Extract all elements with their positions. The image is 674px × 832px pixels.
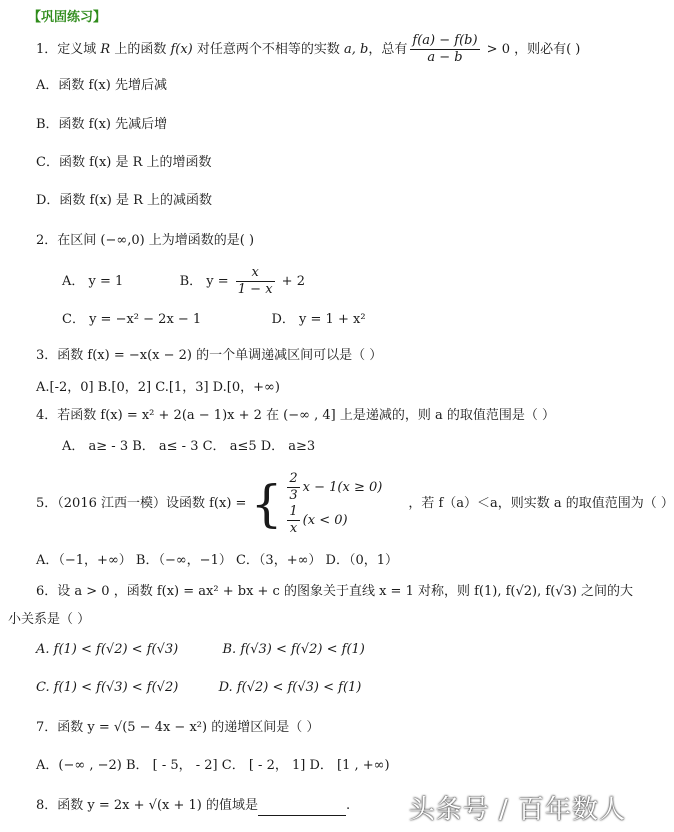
q5-options: A．（−1，+∞） B．（−∞，−1） C．（3，+∞） D．（0，1） bbox=[36, 553, 399, 568]
q5-piecewise bbox=[284, 471, 382, 537]
q1-option-d: D．函数 f(x) 是 R 上的减函数 bbox=[36, 193, 213, 208]
q5-p1-numerator: 2 bbox=[289, 470, 298, 486]
q2-option-d: D． y = 1 + x² bbox=[271, 312, 366, 327]
q5-p2-denominator: x bbox=[289, 520, 298, 536]
q2-option-b-prefix: B． y = bbox=[179, 274, 233, 289]
q8-period: . bbox=[345, 798, 351, 813]
section-title: 【巩固练习】 bbox=[28, 10, 107, 25]
q7-options: A．(−∞ , −2) B． [ - 5， - 2] C． [ - 2， 1] D． [1 , +∞) bbox=[36, 758, 390, 773]
q2-option-a: A． y = 1 bbox=[62, 274, 124, 289]
question-7-stem: 7．函数 y = √(5 − 4x − x²) 的递增区间是（ ） bbox=[36, 720, 320, 735]
question-8-stem bbox=[36, 796, 350, 816]
q2-b-denominator: 1 − x bbox=[237, 282, 273, 297]
q2-options-row-1 bbox=[62, 264, 305, 300]
q5-left-brace: { bbox=[250, 474, 283, 533]
q4-options: A． a≥ - 3 B． a≤ - 3 C． a≤5 D． a≥3 bbox=[62, 439, 316, 454]
q6-option-b: B. f(√3) < f(√2) < f(1) bbox=[222, 642, 365, 657]
question-2-stem: 2．在区间 (−∞,0) 上为增函数的是( ) bbox=[36, 233, 255, 248]
q5-text-post: ，若 f（a）＜a，则实数 a 的取值范围为（ ） bbox=[408, 496, 674, 511]
q5-piece-1 bbox=[284, 471, 382, 504]
q5-piece-2 bbox=[284, 504, 382, 537]
q1-text-e: > 0 ，则必有( ) bbox=[482, 42, 581, 57]
q1-fraction-numerator: f(a) − f(b) bbox=[412, 33, 478, 48]
question-6-stem-line-1: 6．设 a > 0 ，函数 f(x) = ax² + bx + c 的图象关于直线 x = 1 对称，则 f(1), f(√2), f(√3) 之间的大 bbox=[36, 584, 634, 599]
watermark: 头条号 / 百年数人 bbox=[408, 795, 626, 825]
q2-option-b-fraction bbox=[236, 265, 275, 298]
question-3-stem: 3．函数 f(x) = −x(x − 2) 的一个单调递减区间可以是（ ） bbox=[36, 348, 383, 363]
q1-variables: a, b bbox=[344, 42, 369, 57]
q6-option-d: D. f(√2) < f(√3) < f(1) bbox=[218, 680, 362, 695]
q1-option-a: A．函数 f(x) 先增后减 bbox=[36, 78, 167, 93]
q6-option-a: A. f(1) < f(√2) < f(√3) bbox=[36, 642, 179, 657]
q5-text-pre: 5．（2016 江西一模）设函数 f(x) = bbox=[36, 496, 251, 511]
q1-fraction bbox=[410, 33, 479, 66]
q6-option-c: C. f(1) < f(√3) < f(√2) bbox=[36, 680, 179, 695]
q8-answer-blank bbox=[258, 801, 346, 816]
q1-text-a: 1．定义域 bbox=[36, 42, 101, 57]
q1-text-c: 对任意两个不相等的实数 bbox=[192, 42, 345, 57]
q1-fraction-denominator: a − b bbox=[427, 50, 463, 65]
q5-p1-denominator: 3 bbox=[289, 487, 298, 503]
q2-b-numerator: x bbox=[236, 265, 275, 282]
q5-p2-rest: (x < 0) bbox=[302, 512, 348, 528]
q1-option-b: B．函数 f(x) 先减后增 bbox=[36, 117, 168, 132]
q6-options-row-1 bbox=[36, 640, 365, 660]
q1-option-c: C．函数 f(x) 是 R 上的增函数 bbox=[36, 155, 212, 170]
q2-option-c: C． y = −x² − 2x − 1 bbox=[62, 312, 202, 327]
question-5-stem bbox=[36, 466, 674, 542]
q2-options-row-2 bbox=[62, 310, 366, 330]
q1-function: f(x) bbox=[170, 42, 193, 57]
q5-p2-numerator: 1 bbox=[289, 503, 298, 519]
q1-text-b: 上的函数 bbox=[110, 42, 171, 57]
q2-option-b-suffix: + 2 bbox=[277, 274, 305, 289]
q1-text-d: ，总有 bbox=[368, 42, 408, 57]
question-4-stem: 4．若函数 f(x) = x² + 2(a − 1)x + 2 在 (−∞ , 4] 上是递减的，则 a 的取值范围是（ ） bbox=[36, 408, 555, 423]
q5-p1-rest: x − 1(x ≥ 0) bbox=[302, 479, 383, 495]
q3-options: A.[-2，0] B.[0，2] C.[1，3] D.[0，+∞) bbox=[36, 380, 280, 395]
q6-options-row-2 bbox=[36, 678, 361, 698]
q8-text: 8．函数 y = 2x + √(x + 1) 的值域是 bbox=[36, 798, 258, 813]
question-1-stem bbox=[36, 30, 580, 70]
question-6-stem-line-2: 小关系是（ ） bbox=[8, 612, 91, 627]
q1-domain-symbol: R bbox=[100, 42, 111, 57]
